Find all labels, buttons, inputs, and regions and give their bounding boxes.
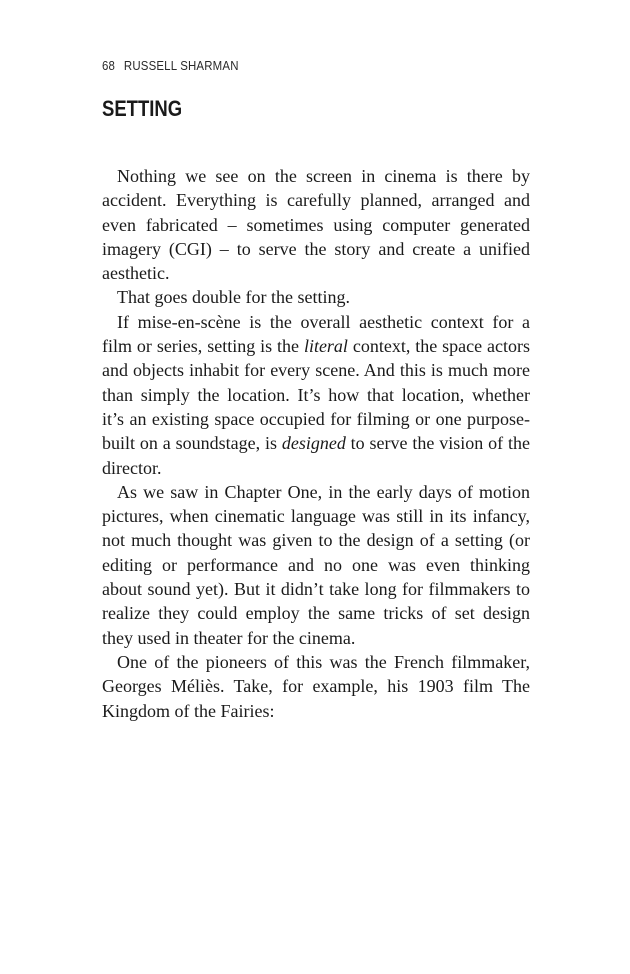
body-text [102, 164, 530, 723]
paragraph-4: As we saw in Chapter One, in the early days of motion pictures, when cinematic language was still in its infancy, not much thought was given to the design of a setting (or editing or performance and no one was even thinking about sound yet). But it didn’t take long for filmmakers to realize they could employ the same tricks of set design they used in theater for the cinema. [102, 481, 530, 648]
paragraph-3-part-c: to serve the vision of the director. [102, 433, 530, 478]
paragraph-3 [102, 310, 530, 480]
paragraph-1: Nothing we see on the screen in cinema is there by accident. Everything is carefully planned, arranged and even fabricated – sometimes using computer generated imagery (CGI) – to serve the story and create a unified aesthetic. [102, 166, 530, 284]
paragraph-3-emphasis-literal: literal [303, 336, 348, 357]
paragraph-3-part-b: context, the space actors and objects inhabit for every scene. And this is much more than simply the location. It’s how that location, whether it’s an existing space occupied for filming or one purpose-built on a soundstage, is [102, 336, 531, 454]
paragraph-5: One of the pioneers of this was the French filmmaker, Georges Méliès. Take, for example, his 1903 film The Kingdom of the Fairies: [102, 651, 530, 721]
page-number: 68 [102, 58, 116, 73]
paragraph-3-part-a: If mise-en-scène is the overall aesthetic context for a film or series, setting is the [102, 311, 530, 357]
chapter-title: SETTING [102, 96, 183, 121]
paragraph-2: That goes double for the setting. [117, 287, 350, 308]
paragraph-3-emphasis-designed: designed [281, 433, 346, 454]
author-name: RUSSELL SHARMAN [123, 58, 239, 73]
running-head [102, 58, 239, 73]
